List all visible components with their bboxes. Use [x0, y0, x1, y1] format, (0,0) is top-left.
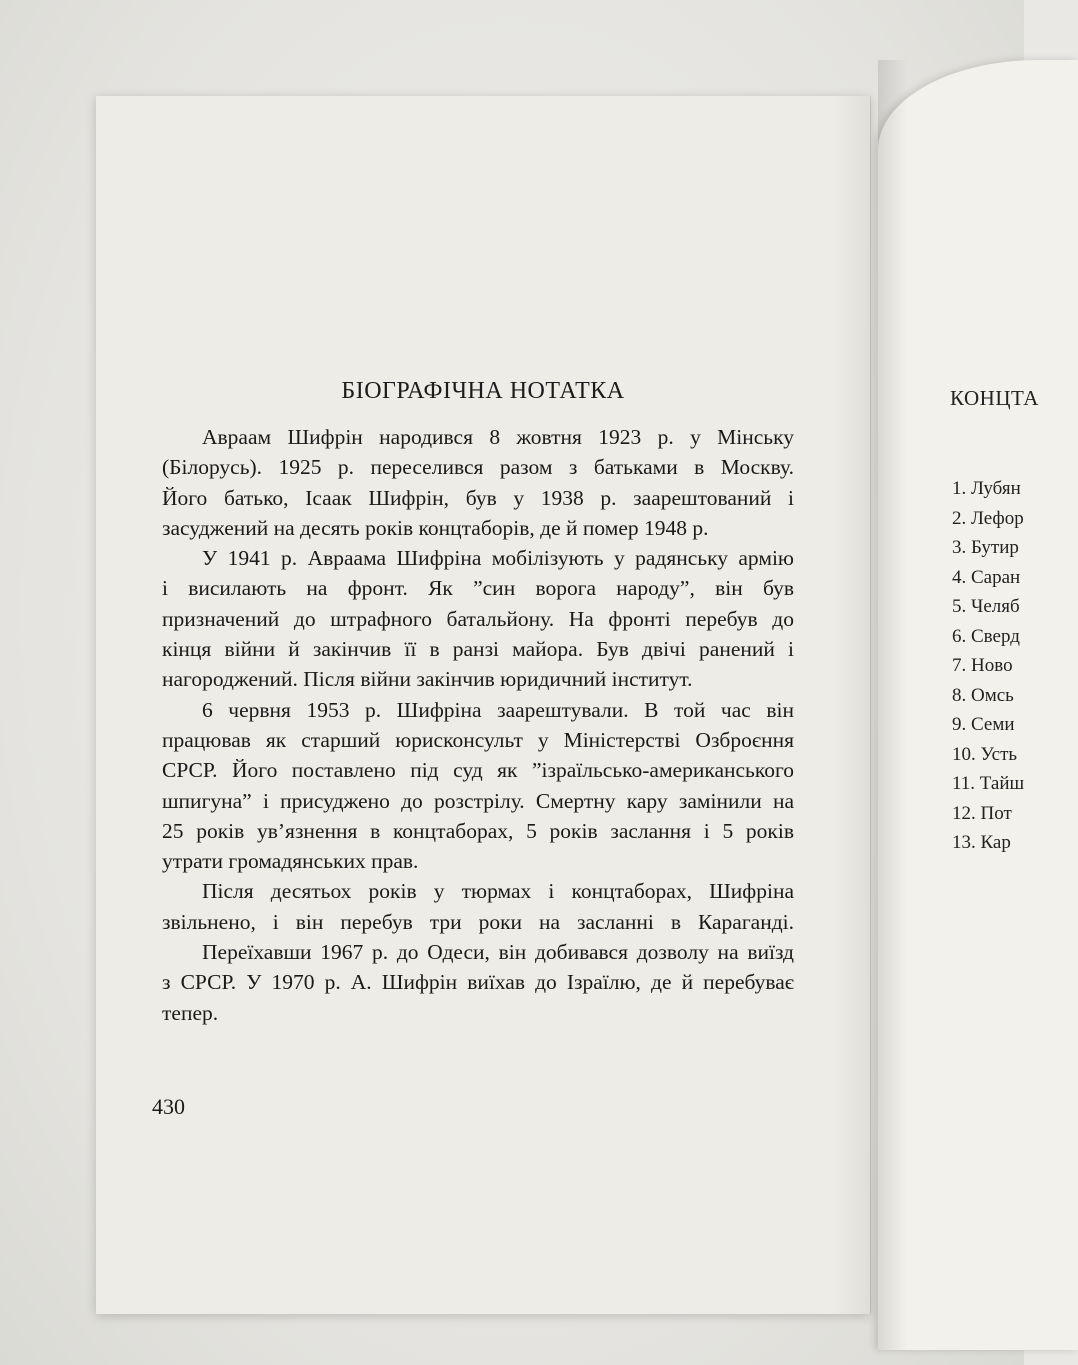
camp-list: [952, 474, 1024, 858]
list-item: 3. Бутир: [952, 537, 1019, 558]
text-line: кінця війни й закінчив її в ранзі майора. Був двічі ранений і: [162, 637, 794, 662]
list-item: 4. Саран: [952, 566, 1021, 588]
page-number: 430: [152, 1094, 185, 1119]
text-line: з СРСР. У 1970 р. А. Шифрін виїхав до Ізраїлю, де й перебуває: [162, 970, 794, 995]
page-title: БІОГРАФІЧНА НОТАТКА: [341, 378, 625, 404]
list-item: 11. Тайш: [952, 773, 1025, 794]
text-line: і висилають на фронт. Як ”син ворога народу”, він був: [162, 576, 794, 601]
right-book-page: [878, 60, 1078, 1350]
list-item: 13. Кар: [952, 832, 1011, 853]
list-item: 2. Лефор: [952, 507, 1024, 529]
text-line: утрати громадянських прав.: [162, 849, 419, 874]
paragraph-3: [162, 695, 794, 877]
text-line: У 1941 р. Авраама Шифріна мобілізують у радянську армію: [202, 546, 794, 571]
biography-body: [162, 422, 794, 1028]
text-line: тепер.: [162, 1000, 219, 1025]
text-line: 25 років ув’язнення в концтаборах, 5 років заслання і 5 років: [162, 818, 794, 843]
list-item: 8. Омсь: [952, 684, 1014, 706]
list-item: 1. Лубян: [952, 478, 1021, 499]
list-item: 7. Ново: [952, 655, 1013, 676]
list-item: 10. Усть: [952, 743, 1018, 765]
right-page-title: КОНЦТА: [950, 386, 1039, 410]
left-book-page: [96, 96, 870, 1314]
paragraph-4: [162, 876, 794, 937]
text-line: 6 червня 1953 р. Шифріна заарештували. В той час він: [202, 697, 794, 722]
text-line: призначений до штрафного батальйону. На фронті перебув до: [162, 606, 794, 631]
paragraph-5: [162, 937, 794, 1028]
list-item: 5. Челяб: [952, 596, 1020, 617]
text-line: шпигуна” і присуджено до розстрілу. Смертну кару замінили на: [162, 788, 794, 813]
text-line: Переїхавши 1967 р. до Одеси, він добивався дозволу на виїзд: [202, 940, 794, 965]
text-line: Після десятьох років у тюрмах і концтаборах, Шифріна: [202, 879, 794, 904]
text-line: працював як старший юрисконсульт у Міністерстві Озброєння: [162, 727, 794, 752]
text-line: нагороджений. Після війни закінчив юридичний інститут.: [162, 667, 693, 692]
list-item: 9. Семи: [952, 714, 1015, 735]
list-item: 6. Сверд: [952, 625, 1020, 647]
list-item: 12. Пот: [952, 802, 1012, 824]
text-line: Його батько, Ісаак Шифрін, був у 1938 р. заарештований і: [162, 485, 794, 510]
text-line: (Білорусь). 1925 р. переселився разом з батьками в Москву.: [162, 455, 794, 480]
text-line: засуджений на десять років концтаборів, де й помер 1948 р.: [162, 515, 709, 540]
text-line: звільнено, і він перебув три роки на засланні в Караганді.: [162, 909, 794, 934]
text-line: Авраам Шифрін народився 8 жовтня 1923 р. у Мінську: [202, 425, 794, 449]
paragraph-1: [162, 422, 794, 543]
text-line: СРСР. Його поставлено під суд як ”ізраїльсько-американського: [162, 758, 794, 783]
paragraph-2: [162, 543, 794, 694]
